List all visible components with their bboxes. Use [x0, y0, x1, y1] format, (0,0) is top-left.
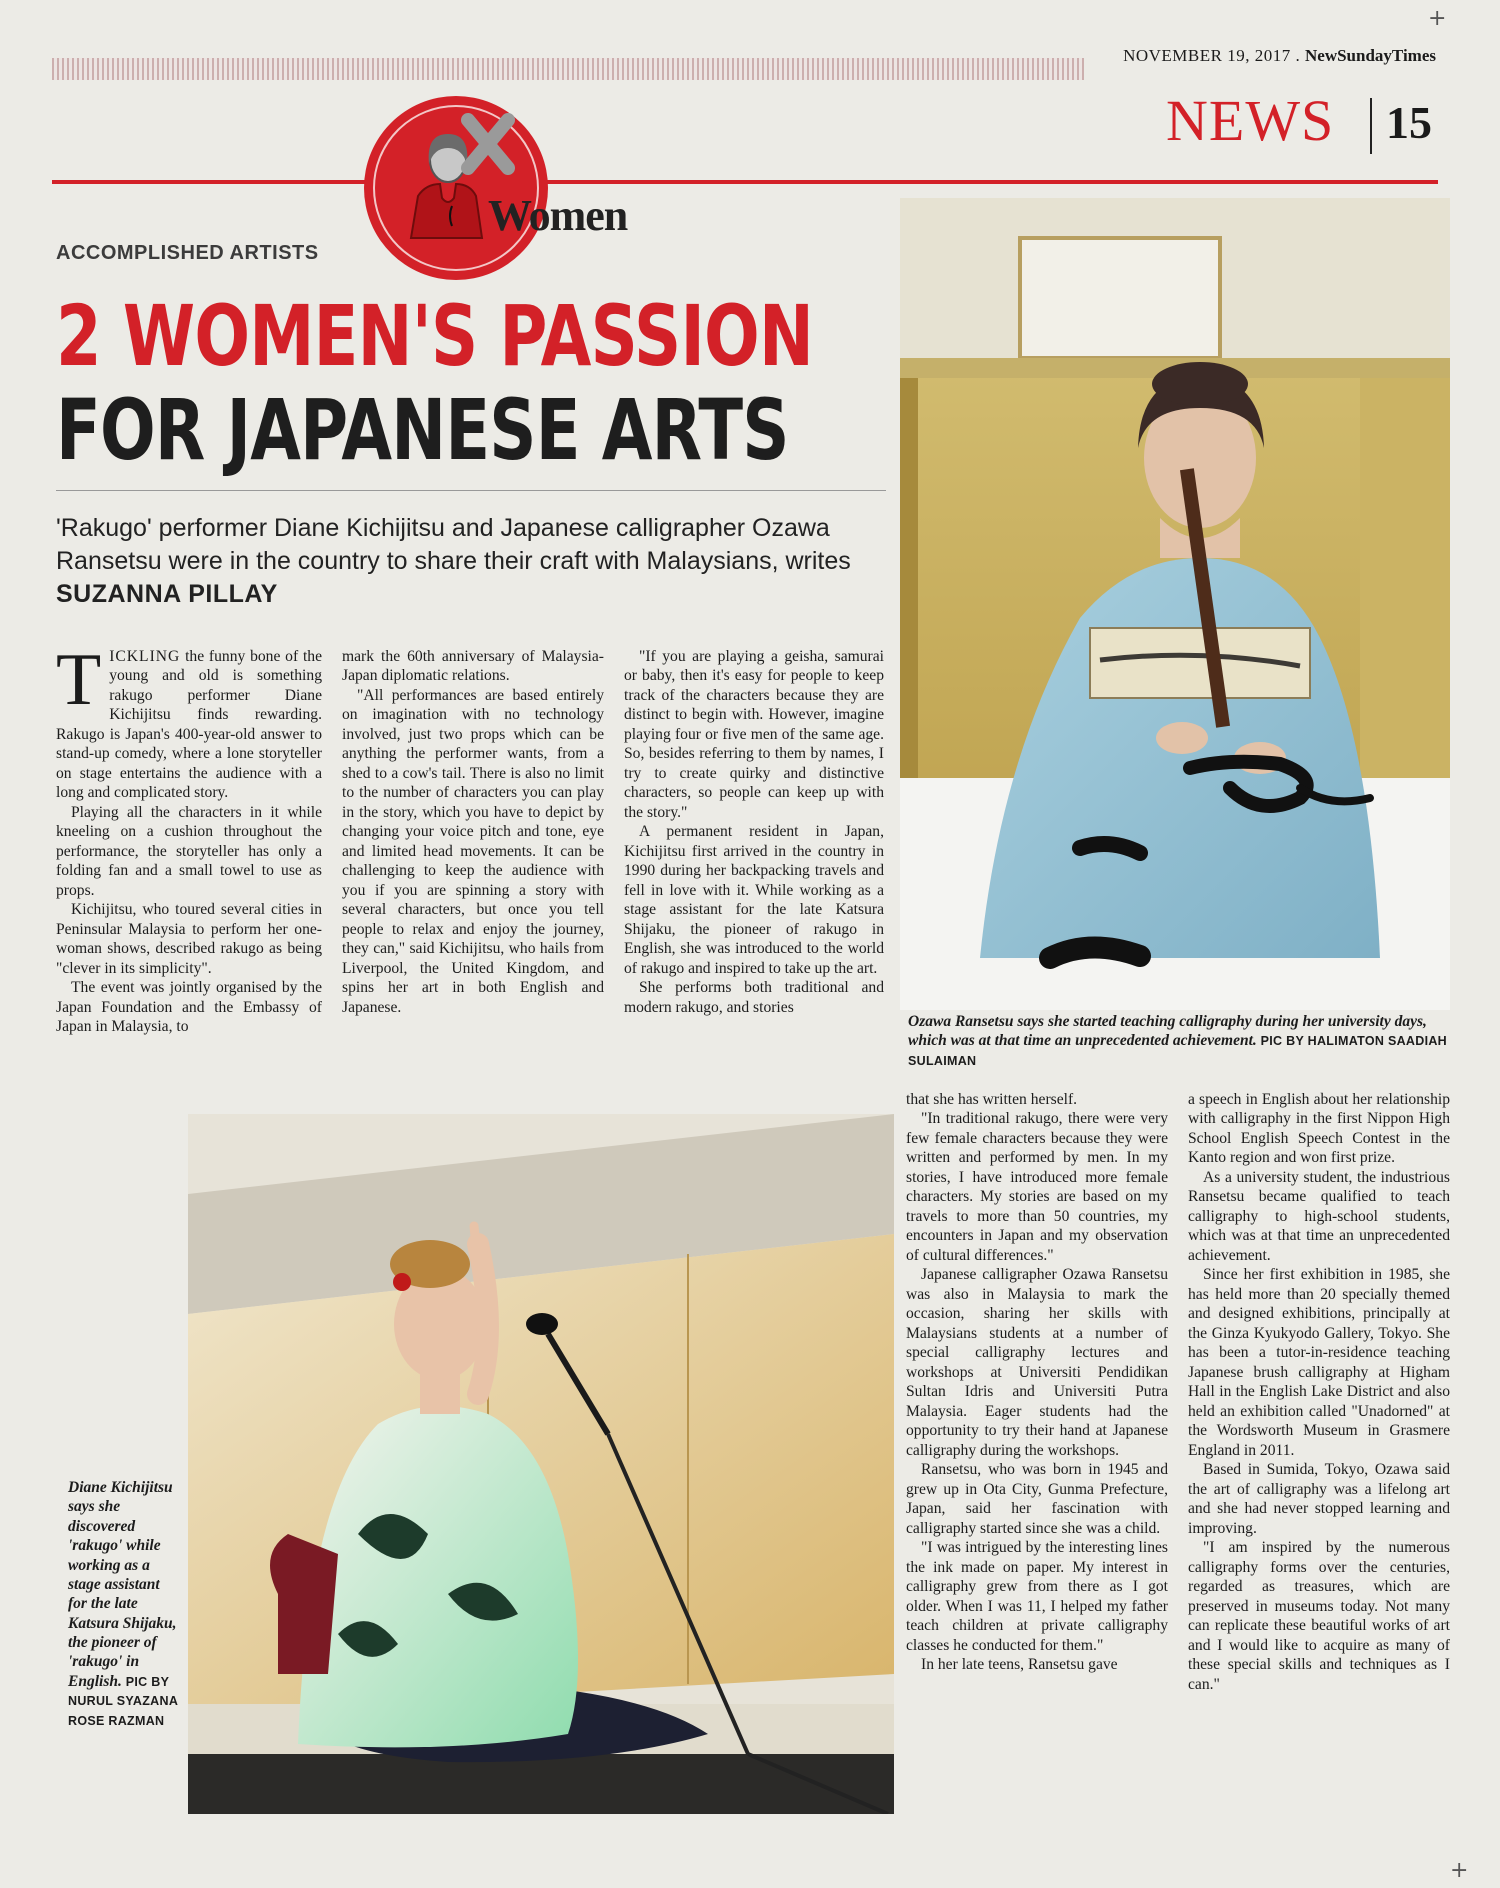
paragraph: "If you are playing a geisha, samurai or baby, then it's easy for people to keep track of the characters because they are distinct to begin with. However, imagine playing four or five men of the same age. So, besides referring to them by names, I try to create quirky and distinctive characters, so people can keep up with the story."	[624, 648, 884, 821]
section-rule	[52, 180, 1438, 184]
dateline	[1123, 46, 1436, 66]
paragraph: "All performances are based entirely on imagination with no technology involved, just two props which can be anything the performer wants, from a shed to a cow's tail. There is also no limit to the number of characters you can play in the story, which you have to depict by changing your voice pitch and tone, eye and limited head movements. It can be challenging to keep the audience with you if you are spinning a story with several characters, but once you tell people to relax and enjoy the journey, they can," said Kichijitsu, who hails from Liverpool, the United Kingdom, and spins her art in both English and Japanese.	[342, 686, 604, 1016]
kicker: ACCOMPLISHED ARTISTS	[56, 242, 319, 264]
paragraph: Japanese calligrapher Ozawa Ransetsu was also in Malaysia to mark the occasion, sharing her skills with Malaysians students at a number of special calligraphy lectures and workshops at Universiti Pendidikan Sultan Idris and Universiti Putra Malaysia. Eager students had the opportunity to try their hand at Japanese calligraphy during the workshops.	[906, 1266, 1168, 1459]
headline-rule	[56, 490, 886, 491]
header-hatch-band	[52, 58, 1084, 80]
byline: SUZANNA PILLAY	[56, 579, 278, 608]
lead-caps: ICKLING	[109, 648, 181, 665]
registration-mark: +	[1450, 1858, 1469, 1883]
paragraph: Ransetsu, who was born in 1945 and grew up in Ota City, Gunma Prefecture, Japan, said her fascination with calligraphy started since she was a child.	[906, 1461, 1168, 1537]
article-column-4	[906, 1090, 1168, 1675]
paragraph: that she has written herself.	[906, 1091, 1078, 1108]
standfirst	[56, 512, 892, 610]
paragraph: Since her first exhibition in 1985, she has held more than 20 specially themed and designed exhibitions, principally at the Ginza Kyukyodo Gallery, Tokyo. She has been a tutor-in-residence teaching Japanese brush calligraphy at Higham Hall in the English Lake District and also held an exhibition called "Unadorned" at the Wordsworth Museum in Grasmere England in 2011.	[1188, 1266, 1450, 1459]
headline-line-1: 2 WOMEN'S PASSION	[56, 287, 814, 385]
paragraph	[56, 639, 322, 803]
registration-mark: +	[1428, 6, 1447, 31]
paragraph: "I am inspired by the numerous calligraphy forms over the centuries, regarded as treasures, which are preserved in museums today. Not many can replicate these beautiful works of art and I would like to acquire as many of these special skills and techniques as I can."	[1188, 1539, 1450, 1693]
calligrapher-caption	[908, 1012, 1450, 1070]
photo-credit: PIC BY HALIMATON SAADIAH SULAIMAN	[908, 1034, 1447, 1068]
standfirst-text: 'Rakugo' performer Diane Kichijitsu and Japanese calligrapher Ozawa Ransetsu were in the country to share their craft with Malaysians, writes	[56, 514, 851, 575]
article-column-5	[1188, 1090, 1450, 1694]
photo-credit: PIC BY NURUL SYAZANA ROSE RAZMAN	[68, 1674, 178, 1728]
headline-line-2: FOR JAPANESE ARTS	[56, 381, 789, 479]
page-number: 15	[1386, 97, 1432, 148]
rakugo-photo	[188, 1114, 894, 1814]
header-divider	[1370, 98, 1372, 154]
caption-text: Ozawa Ransetsu says she started teaching calligraphy during her university days, which was at that time an unprecedented achievement.	[908, 1013, 1427, 1050]
paragraph: As a university student, the industrious Ransetsu became qualified to teach calligraphy to high-school students, which was at that time an unprecedented achievement.	[1188, 1168, 1450, 1264]
issue-date: NOVEMBER 19, 2017	[1123, 46, 1291, 65]
paragraph: She performs both traditional and modern rakugo, and stories	[624, 979, 884, 1016]
paragraph: Based in Sumida, Tokyo, Ozawa said the art of calligraphy was a lifelong art and she had never stopped learning and improving.	[1188, 1461, 1450, 1537]
article-column-3	[624, 647, 884, 1017]
section-name: NEWS	[1166, 88, 1335, 153]
paragraph: A permanent resident in Japan, Kichijitsu first arrived in the country in 1990 during her backpacking travels and fell in love with it. While working as a stage assistant for the late Katsura Shijaku, the pioneer of rakugo in English, she was introduced to the world of rakugo and inspired to take up the art.	[624, 823, 884, 977]
paragraph: a speech in English about her relationship with calligraphy in the first Nippon High School English Speech Contest in the Kanto region and won first prize.	[1188, 1091, 1450, 1167]
calligrapher-photo	[900, 198, 1450, 1010]
rakugo-caption	[68, 1478, 178, 1730]
women-section-icon	[356, 88, 556, 288]
women-logo-text: Women	[488, 191, 628, 240]
caption-text: Diane Kichijitsu says she discovered 'rakugo' while working as a stage assistant for the late Katsura Shijaku, the pioneer of 'rakugo' in English.	[68, 1479, 177, 1690]
paragraph: "I was intrigued by the interesting lines the ink made on paper. My interest in calligraphy grew from there as I got older. When I was 11, I helped my father teach children at private calligraphy classes he conducted for them."	[906, 1539, 1168, 1654]
rakugo-illustration	[188, 1114, 894, 1814]
paragraph-text: the funny bone of the young and old is something rakugo performer Diane Kichijitsu finds rewarding. Rakugo is Japan's 400-year-old answer to stand-up comedy, where a lone storyteller on stage entertains the audience with a long and complicated story.	[56, 648, 322, 802]
paragraph: Kichijitsu, who toured several cities in Peninsular Malaysia to perform her one-woman shows, described rakugo as being "clever in its simplicity".	[56, 901, 322, 977]
article-column-1	[56, 639, 322, 1037]
dateline-separator: .	[1295, 46, 1301, 65]
paper-name: NewSundayTimes	[1305, 46, 1436, 65]
paragraph: The event was jointly organised by the Japan Foundation and the Embassy of Japan in Malaysia, to	[56, 979, 322, 1036]
article-column-2	[342, 647, 604, 1017]
paragraph: mark the 60th anniversary of Malaysia-Japan diplomatic relations.	[342, 648, 604, 685]
calligrapher-illustration	[900, 198, 1450, 1010]
drop-cap: T	[56, 639, 102, 721]
headline	[56, 287, 814, 479]
paragraph: "In traditional rakugo, there were very few female characters because they were written and performed by men. In my stories, I have introduced more female characters. My stories are based on my travels to more than 50 countries, my encounters in Japan and my observation of cultural differences."	[906, 1110, 1168, 1264]
paragraph: In her late teens, Ransetsu gave	[921, 1656, 1118, 1674]
paragraph: Playing all the characters in it while kneeling on a cushion throughout the performance, the storyteller has only a folding fan and a small towel to use as props.	[56, 803, 322, 899]
